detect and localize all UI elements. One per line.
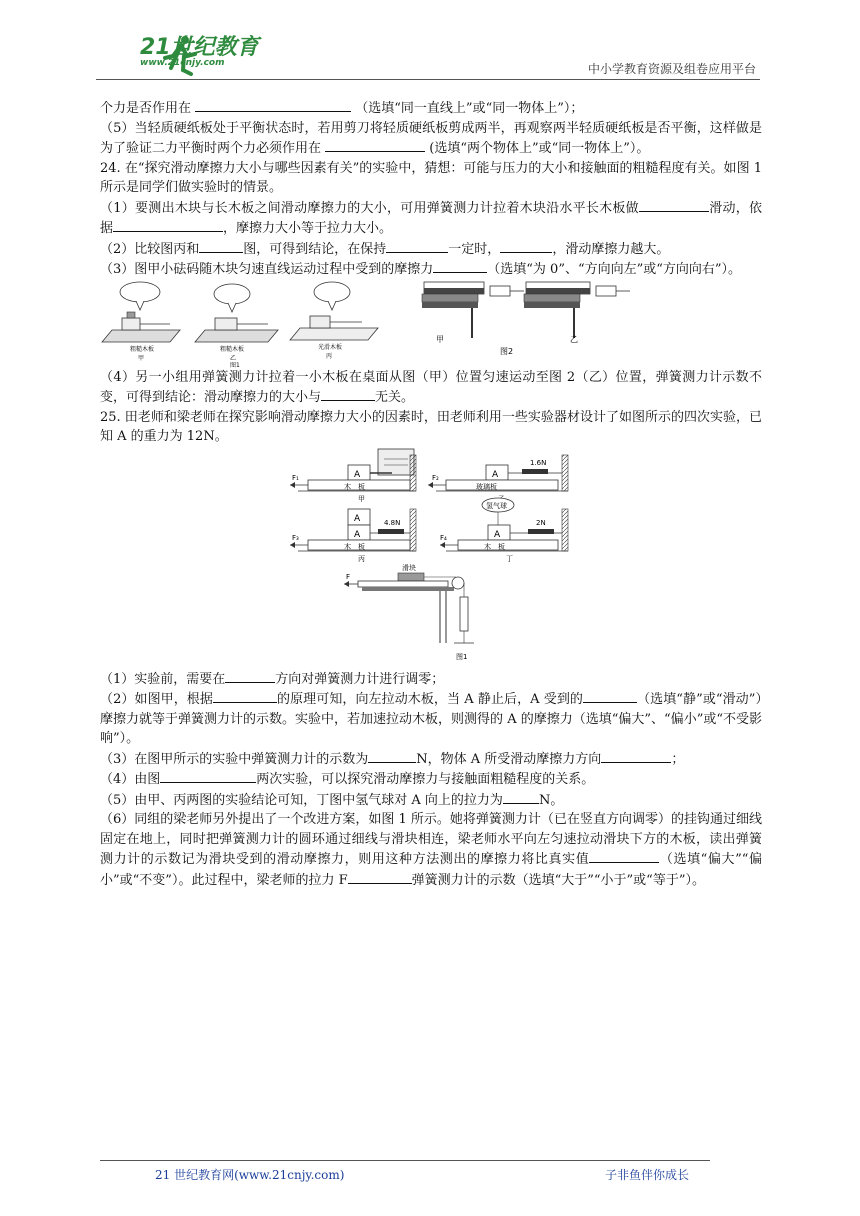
q25-panel-bing [290,509,416,563]
text: （4）由图 [100,772,161,787]
paragraph [100,259,762,280]
text: （选填“静”或“滑动”）摩擦力就等于弹簧测力计的示数。实验中，若加速拉动木板，则测得的 A 的摩擦力（选填“偏大”、“偏小”或“不受影响”）。 [100,692,762,746]
fig1-panel-bing [290,282,378,360]
text: 弹簧测力计的示数（选填“大于”“小于”或“等于”）。 [411,872,705,888]
force-f4: F₄ [440,533,447,542]
reading-2n: 2N [536,518,546,527]
fig1-caption-yi: 乙 [230,354,237,362]
header-platform-name: 中小学教育资源及组卷应用平台 [587,62,756,76]
fig2-panel-yi [500,282,630,356]
paragraph [100,368,762,408]
answer-blank[interactable] [325,138,425,152]
fig1-panel-jia [102,282,180,362]
figure-q24 [100,280,762,368]
paragraph [100,198,762,239]
q25-improved-setup [344,563,474,661]
fig2-caption-jia: 甲 [436,334,444,344]
text: ； [671,751,685,767]
block-a: A [494,529,501,540]
text: （5）当轻质硬纸板处于平衡状态时，若用剪刀将轻质硬纸板剪成两半，再观察两半轻质硬纸板是否平衡，这样做是为了验证二力平衡时两个力必须作用在 [100,120,762,156]
text: （选填“为 0”、“方向向左”或“方向向右”）。 [487,262,742,277]
answer-blank[interactable] [601,749,671,763]
fig1-label-jia: 粗糙木板 [130,345,155,353]
fig1-caption-bing: 丙 [326,352,333,360]
caption-ding: 丁 [506,554,513,563]
fig2-panel-jia [422,282,524,344]
slider-label: 滑块 [402,563,416,572]
paragraph [100,749,762,770]
answer-blank[interactable] [368,749,416,763]
fig1-label-bing: 光滑木板 [318,343,343,351]
caption-jia: 甲 [358,494,365,503]
text: 两次实验，可以探究滑动摩擦力与接触面粗糙程度的关系。 [256,772,595,787]
text: （选填“同一直线上”或“同一物体上”）； [351,101,584,116]
page-header [96,30,760,80]
text: N，物体 A 所受滑动摩擦力方向 [416,751,602,767]
answer-blank[interactable] [321,387,375,401]
answer-blank[interactable] [433,259,487,273]
text: （5）由甲、丙两图的实验结论可知，丁图中氢气球对 A 向上的拉力为 [100,792,503,808]
paragraph [100,689,762,749]
fig1-label-yi: 粗糙木板 [220,345,245,353]
question-25: 25. 田老师和梁老师在探究影响滑动摩擦力大小的因素时，田老师利用一些实验器材设计了如图所示的四次实验，已知 A 的重力为 12N。 [100,409,762,444]
question-content [100,98,762,890]
paragraph [100,810,762,890]
header-divider [96,79,760,80]
q25-panel-jia [290,449,416,503]
force-f3: F₃ [292,533,299,542]
answer-blank[interactable] [386,239,448,253]
force-f: F [346,572,351,581]
q25-panel-ding [440,498,568,563]
logo-text: 21世纪教育 [140,35,259,60]
text: （1）要测出木块与长木板之间滑动摩擦力的大小，可用弹簧测力计拉着木块沿水平长木板做 [100,200,639,216]
block-a: A [354,529,361,540]
text: N。 [538,792,564,808]
paragraph [100,239,762,260]
question-24: 24. 在“探究滑动摩擦力大小与哪些因素有关”的实验中，猜想：可能与压力的大小和接触面的粗糙程度有关。如图 1 所示是同学们做实验时的情景。 [100,160,762,195]
board-label: 木 板 [484,542,505,551]
text: 无关。 [375,390,415,405]
answer-blank[interactable] [583,689,637,703]
text: （2）如图甲，根据 [100,692,213,707]
text: ，摩擦力大小等于拉力大小。 [223,221,393,236]
answer-blank[interactable] [503,790,539,804]
reading-1-6n: 1.6N [530,458,547,467]
text: （6）同组的梁老师另外提出了一个改进方案，如图 1 所示。她将弹簧测力计（已在竖直方向调零）的挂钩通过细线固定在地上，同时把弹簧测力计的圆环通过细线与滑块相连，梁老师水平向左匀速拉动滑块下方的木板，读出弹簧测力计的示数记为滑块受到的滑动摩擦力，则用这种方法测出的摩擦力将比真实值 [100,812,762,867]
fig1-title: 图1 [230,361,240,368]
text: 滑动，依据 [100,200,762,236]
text: （3）在图甲所示的实验中弹簧测力计的示数为 [100,751,369,767]
text: 一定时， [448,241,501,257]
text: 方向对弹簧测力计进行调零； [275,671,445,687]
text: 的原理可知，向左拉动木板，当 A 静止后，A 受到的 [276,692,583,707]
force-f1: F₁ [292,473,299,482]
text: ，滑动摩擦力越大。 [552,241,670,257]
q25-panel-yi [428,455,568,503]
footer-slogan: 子非鱼伴你成长 [605,1168,690,1182]
footer-site-link[interactable]: 21 世纪教育网(www.21cnjy.com) [155,1168,345,1182]
improved-setup-title: 图1 [456,652,468,661]
balloon-label: 氢气球 [486,501,507,510]
glass-label: 玻璃板 [476,482,497,491]
footer-divider [100,1160,710,1161]
block-a: A [354,469,361,480]
paragraph [100,790,762,811]
answer-blank[interactable] [589,849,659,863]
q25-diagrams [100,447,762,669]
reading-4-8n: 4.8N [384,518,401,527]
board-label: 木 板 [344,542,365,551]
answer-blank[interactable] [195,98,351,112]
fig1-panel-yi [195,284,278,368]
answer-blank[interactable] [113,218,223,232]
fig1-caption-jia: 甲 [138,354,145,362]
text: （4）另一小组用弹簧测力计拉着一小木板在桌面从图（甲）位置匀速运动至图 2（乙）位置，弹簧测力计示数不变，可得到结论：滑动摩擦力的大小与 [100,369,762,405]
figure-q25 [100,447,762,669]
text: （3）图甲小砝码随木块匀速直线运动过程中受到的摩擦力 [100,262,434,277]
answer-blank[interactable] [639,198,709,212]
paragraph [100,669,762,690]
block-a: A [354,513,361,524]
paragraph [100,769,762,790]
answer-blank[interactable] [213,689,277,703]
answer-blank[interactable] [500,239,552,253]
text: （选填“偏大”“偏小”或“不变”）。此过程中，梁老师的拉力 F [100,852,762,888]
text: 个力是否作用在 [100,101,196,116]
text: （1）实验前，需要在 [100,671,226,687]
paragraph [100,98,762,119]
paragraph [100,119,762,159]
block-a: A [492,469,499,480]
board-label: 木 板 [344,482,365,491]
answer-blank[interactable] [160,769,256,783]
force-f2: F₂ [432,473,439,482]
q24-diagrams [100,280,762,368]
fig2-caption-yi: 乙 [570,334,578,344]
answer-blank[interactable] [199,239,243,253]
spring-scale-icon [460,597,468,631]
text: (选填“两个物体上”或“同一物体上”）。 [425,141,650,156]
answer-blank[interactable] [348,870,412,884]
caption-bing: 丙 [358,554,365,563]
text: 图，可得到结论，在保持 [243,241,387,257]
text: （2）比较图丙和 [100,241,200,257]
fig2-title: 图2 [500,346,514,356]
answer-blank[interactable] [225,669,275,683]
logo-url: www.21cnjy.com [140,58,225,68]
